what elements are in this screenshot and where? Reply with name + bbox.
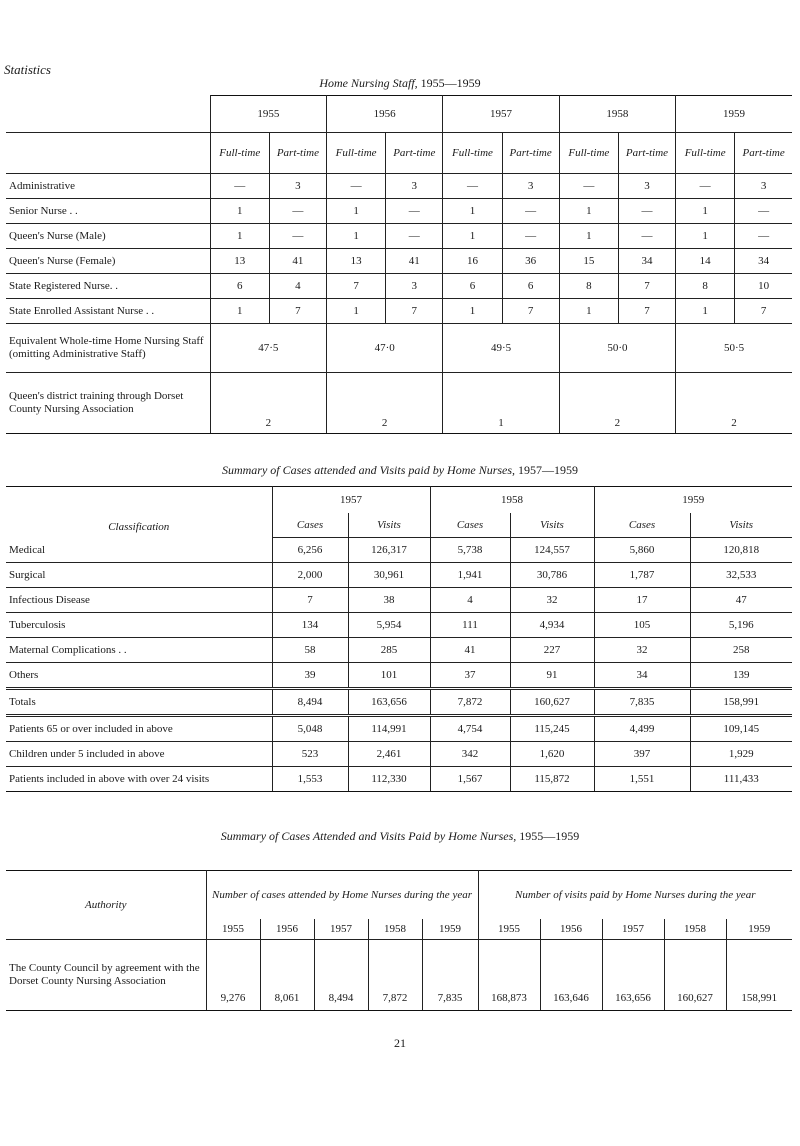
cell-value: 112,330 bbox=[348, 767, 430, 792]
training-value: 2 bbox=[327, 373, 443, 434]
cell-value: 3 bbox=[386, 274, 443, 299]
cell-value: 41 bbox=[269, 249, 326, 274]
cell-value: — bbox=[735, 199, 792, 224]
cell-value: — bbox=[618, 224, 675, 249]
cell-value: 41 bbox=[386, 249, 443, 274]
equivalent-value: 50·5 bbox=[676, 324, 792, 373]
training-value: 2 bbox=[559, 373, 675, 434]
cell-value: 523 bbox=[272, 742, 348, 767]
table1-caption-years: 1955—1959 bbox=[417, 76, 481, 90]
cell-value: 1,620 bbox=[510, 742, 594, 767]
table-row bbox=[6, 767, 792, 792]
cell-value: 1 bbox=[443, 224, 502, 249]
cell-value: — bbox=[502, 199, 559, 224]
sub-full-time: Full-time bbox=[327, 133, 386, 174]
cell-value: 342 bbox=[430, 742, 510, 767]
cell-value: 34 bbox=[594, 663, 690, 689]
cell-value: 8,494 bbox=[314, 940, 368, 1011]
cell-value: 139 bbox=[690, 663, 792, 689]
row-label: Children under 5 included in above bbox=[6, 742, 272, 767]
cell-value: 114,991 bbox=[348, 716, 430, 742]
cell-value: 101 bbox=[348, 663, 430, 689]
year-header: 1958 bbox=[664, 919, 726, 940]
cell-value: 115,245 bbox=[510, 716, 594, 742]
cell-value: 158,991 bbox=[726, 940, 792, 1011]
cell-value: 3 bbox=[735, 174, 792, 199]
table1-year-1956: 1956 bbox=[327, 96, 443, 133]
cell-value: — bbox=[618, 199, 675, 224]
cell-value: 126,317 bbox=[348, 538, 430, 563]
cell-value: — bbox=[559, 174, 618, 199]
table2-caption-title: Summary of Cases attended and Visits paid by Home Nurses, bbox=[221, 463, 516, 477]
cell-value: 2,000 bbox=[272, 563, 348, 588]
table1-corner-sub bbox=[6, 133, 210, 174]
equivalent-value: 47·0 bbox=[327, 324, 443, 373]
cell-value: 1 bbox=[559, 199, 618, 224]
cell-value: 7 bbox=[269, 299, 326, 324]
cell-value: 134 bbox=[272, 613, 348, 638]
cell-value: 109,145 bbox=[690, 716, 792, 742]
row-label: Infectious Disease bbox=[6, 588, 272, 613]
table1-year-1958: 1958 bbox=[559, 96, 675, 133]
table-row bbox=[6, 274, 792, 299]
cell-value: 34 bbox=[735, 249, 792, 274]
sub-visits: Visits bbox=[510, 513, 594, 538]
row-label: Tuberculosis bbox=[6, 613, 272, 638]
page-header: Statistics bbox=[4, 62, 51, 77]
cell-value: 1 bbox=[559, 224, 618, 249]
row-label: Administrative bbox=[6, 174, 210, 199]
row-label: Totals bbox=[6, 689, 272, 716]
cell-value: 91 bbox=[510, 663, 594, 689]
sub-part-time: Part-time bbox=[735, 133, 792, 174]
cell-value: 38 bbox=[348, 588, 430, 613]
year-header: 1959 bbox=[422, 919, 478, 940]
sub-full-time: Full-time bbox=[676, 133, 735, 174]
year-header: 1955 bbox=[478, 919, 540, 940]
table3-caption-title: Summary of Cases Attended and Visits Paid by Home Nurses, bbox=[220, 829, 517, 843]
cell-value: 6 bbox=[502, 274, 559, 299]
table-row bbox=[6, 224, 792, 249]
cell-value: 3 bbox=[386, 174, 443, 199]
cell-value: 285 bbox=[348, 638, 430, 663]
row-label: Queen's Nurse (Male) bbox=[6, 224, 210, 249]
cell-value: 9,276 bbox=[206, 940, 260, 1011]
table2-caption-years: 1957—1959 bbox=[515, 463, 579, 477]
table1-year-1959: 1959 bbox=[676, 96, 792, 133]
sub-full-time: Full-time bbox=[559, 133, 618, 174]
cell-value: 13 bbox=[327, 249, 386, 274]
cell-value: 32 bbox=[510, 588, 594, 613]
year-header: 1956 bbox=[260, 919, 314, 940]
cell-value: 1,941 bbox=[430, 563, 510, 588]
sub-cases: Cases bbox=[272, 513, 348, 538]
cell-value: 160,627 bbox=[510, 689, 594, 716]
table-row bbox=[6, 563, 792, 588]
table2-year-1957: 1957 bbox=[272, 487, 430, 514]
cell-value: 5,048 bbox=[272, 716, 348, 742]
cell-value: 227 bbox=[510, 638, 594, 663]
training-value: 2 bbox=[676, 373, 792, 434]
table-row bbox=[6, 538, 792, 563]
year-header: 1959 bbox=[726, 919, 792, 940]
row-label: Queen's Nurse (Female) bbox=[6, 249, 210, 274]
cell-value: 1 bbox=[676, 299, 735, 324]
cell-value: 30,786 bbox=[510, 563, 594, 588]
table-row bbox=[6, 613, 792, 638]
cell-value: 1,787 bbox=[594, 563, 690, 588]
table2-year-1959: 1959 bbox=[594, 487, 792, 514]
cell-value: 1 bbox=[443, 299, 502, 324]
row-label: Patients included in above with over 24 visits bbox=[6, 767, 272, 792]
table2-caption bbox=[0, 463, 800, 478]
cell-value: 7,835 bbox=[594, 689, 690, 716]
sub-part-time: Part-time bbox=[502, 133, 559, 174]
cell-value: 1 bbox=[676, 199, 735, 224]
table3-caption bbox=[0, 829, 800, 844]
sub-visits: Visits bbox=[348, 513, 430, 538]
sub-part-time: Part-time bbox=[269, 133, 326, 174]
cell-value: 1,567 bbox=[430, 767, 510, 792]
cell-value: 163,646 bbox=[540, 940, 602, 1011]
cell-value: 7 bbox=[618, 299, 675, 324]
year-header: 1958 bbox=[368, 919, 422, 940]
cell-value: 5,196 bbox=[690, 613, 792, 638]
row-label: Senior Nurse . . bbox=[6, 199, 210, 224]
cell-value: 4,499 bbox=[594, 716, 690, 742]
cell-value: 8 bbox=[676, 274, 735, 299]
cell-value: 39 bbox=[272, 663, 348, 689]
cell-value: 4 bbox=[430, 588, 510, 613]
training-value: 2 bbox=[210, 373, 326, 434]
cell-value: 8 bbox=[559, 274, 618, 299]
cell-value: 32 bbox=[594, 638, 690, 663]
cell-value: 158,991 bbox=[690, 689, 792, 716]
table-row bbox=[6, 689, 792, 716]
training-label: Queen's district training through Dorset County Nursing Association bbox=[6, 373, 210, 434]
cell-value: 2,461 bbox=[348, 742, 430, 767]
page-number: 21 bbox=[394, 1036, 406, 1050]
training-value: 1 bbox=[443, 373, 559, 434]
table-row bbox=[6, 638, 792, 663]
cell-value: 168,873 bbox=[478, 940, 540, 1011]
cell-value: 8,494 bbox=[272, 689, 348, 716]
table1-caption-title: Home Nursing Staff, bbox=[319, 76, 418, 90]
cell-value: 163,656 bbox=[602, 940, 664, 1011]
cell-value: 41 bbox=[430, 638, 510, 663]
cell-value: 7 bbox=[386, 299, 443, 324]
cell-value: 10 bbox=[735, 274, 792, 299]
cell-value: 14 bbox=[676, 249, 735, 274]
cases-visits-table bbox=[6, 486, 792, 792]
sub-part-time: Part-time bbox=[386, 133, 443, 174]
sub-cases: Cases bbox=[594, 513, 690, 538]
cell-value: 3 bbox=[269, 174, 326, 199]
cell-value: 8,061 bbox=[260, 940, 314, 1011]
table3-caption-years: 1955—1959 bbox=[516, 829, 580, 843]
cell-value: 1 bbox=[327, 299, 386, 324]
cell-value: 7,872 bbox=[368, 940, 422, 1011]
equivalent-value: 47·5 bbox=[210, 324, 326, 373]
cell-value: 16 bbox=[443, 249, 502, 274]
table-row bbox=[6, 716, 792, 742]
table1-caption bbox=[0, 76, 800, 91]
cell-value: 6 bbox=[443, 274, 502, 299]
cell-value: 1,553 bbox=[272, 767, 348, 792]
cell-value: 7 bbox=[735, 299, 792, 324]
row-label: Medical bbox=[6, 538, 272, 563]
cell-value: 36 bbox=[502, 249, 559, 274]
row-label: Others bbox=[6, 663, 272, 689]
cell-value: — bbox=[502, 224, 559, 249]
cell-value: 397 bbox=[594, 742, 690, 767]
sub-cases: Cases bbox=[430, 513, 510, 538]
cell-value: — bbox=[269, 199, 326, 224]
cell-value: 3 bbox=[618, 174, 675, 199]
row-label: Patients 65 or over included in above bbox=[6, 716, 272, 742]
year-header: 1957 bbox=[314, 919, 368, 940]
cell-value: 160,627 bbox=[664, 940, 726, 1011]
cell-value: 32,533 bbox=[690, 563, 792, 588]
table-row bbox=[6, 299, 792, 324]
sub-part-time: Part-time bbox=[618, 133, 675, 174]
cell-value: 5,954 bbox=[348, 613, 430, 638]
cell-value: 17 bbox=[594, 588, 690, 613]
cell-value: 1 bbox=[210, 199, 269, 224]
cell-value: 7,835 bbox=[422, 940, 478, 1011]
cell-value: 37 bbox=[430, 663, 510, 689]
cases-header: Number of cases attended by Home Nurses during the year bbox=[206, 871, 478, 920]
cell-value: 258 bbox=[690, 638, 792, 663]
visits-header: Number of visits paid by Home Nurses during the year bbox=[478, 871, 792, 920]
cell-value: 7 bbox=[327, 274, 386, 299]
cell-value: 58 bbox=[272, 638, 348, 663]
cell-value: 5,860 bbox=[594, 538, 690, 563]
row-label: State Enrolled Assistant Nurse . . bbox=[6, 299, 210, 324]
cell-value: 1,929 bbox=[690, 742, 792, 767]
authority-row-label: The County Council by agreement with the Dorset County Nursing Association bbox=[6, 940, 206, 1011]
equivalent-value: 50·0 bbox=[559, 324, 675, 373]
authority-summary-table bbox=[6, 870, 792, 1011]
year-header: 1955 bbox=[206, 919, 260, 940]
cell-value: 115,872 bbox=[510, 767, 594, 792]
row-label: Maternal Complications . . bbox=[6, 638, 272, 663]
cell-value: 105 bbox=[594, 613, 690, 638]
table-row bbox=[6, 199, 792, 224]
cell-value: 1 bbox=[676, 224, 735, 249]
cell-value: 111 bbox=[430, 613, 510, 638]
row-label: State Registered Nurse. . bbox=[6, 274, 210, 299]
cell-value: 7 bbox=[272, 588, 348, 613]
cell-value: 120,818 bbox=[690, 538, 792, 563]
table-row bbox=[6, 742, 792, 767]
cell-value: — bbox=[676, 174, 735, 199]
cell-value: 1 bbox=[327, 224, 386, 249]
cell-value: — bbox=[443, 174, 502, 199]
equivalent-label: Equivalent Whole-time Home Nursing Staff (omitting Administrative Staff) bbox=[6, 324, 210, 373]
cell-value: 4,934 bbox=[510, 613, 594, 638]
cell-value: 4 bbox=[269, 274, 326, 299]
cell-value: 13 bbox=[210, 249, 269, 274]
table1-year-1955: 1955 bbox=[210, 96, 326, 133]
cell-value: 30,961 bbox=[348, 563, 430, 588]
cell-value: 1 bbox=[443, 199, 502, 224]
cell-value: — bbox=[210, 174, 269, 199]
cell-value: 111,433 bbox=[690, 767, 792, 792]
cell-value: 7 bbox=[502, 299, 559, 324]
year-header: 1957 bbox=[602, 919, 664, 940]
table-row bbox=[6, 174, 792, 199]
cell-value: 7,872 bbox=[430, 689, 510, 716]
table-row bbox=[6, 588, 792, 613]
cell-value: 15 bbox=[559, 249, 618, 274]
cell-value: — bbox=[269, 224, 326, 249]
classification-header: Classification bbox=[6, 487, 272, 538]
cell-value: 4,754 bbox=[430, 716, 510, 742]
cell-value: 1 bbox=[327, 199, 386, 224]
cell-value: 124,557 bbox=[510, 538, 594, 563]
table2-year-1958: 1958 bbox=[430, 487, 594, 514]
table1-corner bbox=[6, 96, 210, 133]
cell-value: 6,256 bbox=[272, 538, 348, 563]
sub-full-time: Full-time bbox=[210, 133, 269, 174]
sub-visits: Visits bbox=[690, 513, 792, 538]
sub-full-time: Full-time bbox=[443, 133, 502, 174]
cell-value: 163,656 bbox=[348, 689, 430, 716]
cell-value: — bbox=[386, 224, 443, 249]
equivalent-value: 49·5 bbox=[443, 324, 559, 373]
cell-value: 3 bbox=[502, 174, 559, 199]
cell-value: 34 bbox=[618, 249, 675, 274]
cell-value: 7 bbox=[618, 274, 675, 299]
cell-value: 47 bbox=[690, 588, 792, 613]
cell-value: 6 bbox=[210, 274, 269, 299]
cell-value: 1,551 bbox=[594, 767, 690, 792]
cell-value: 1 bbox=[559, 299, 618, 324]
cell-value: — bbox=[386, 199, 443, 224]
cell-value: 5,738 bbox=[430, 538, 510, 563]
table1-year-1957: 1957 bbox=[443, 96, 559, 133]
cell-value: 1 bbox=[210, 224, 269, 249]
year-header: 1956 bbox=[540, 919, 602, 940]
row-label: Surgical bbox=[6, 563, 272, 588]
cell-value: — bbox=[735, 224, 792, 249]
cell-value: — bbox=[327, 174, 386, 199]
authority-header: Authority bbox=[6, 871, 206, 940]
table-row bbox=[6, 249, 792, 274]
cell-value: 1 bbox=[210, 299, 269, 324]
table-row bbox=[6, 663, 792, 689]
home-nursing-staff-table bbox=[6, 95, 792, 434]
